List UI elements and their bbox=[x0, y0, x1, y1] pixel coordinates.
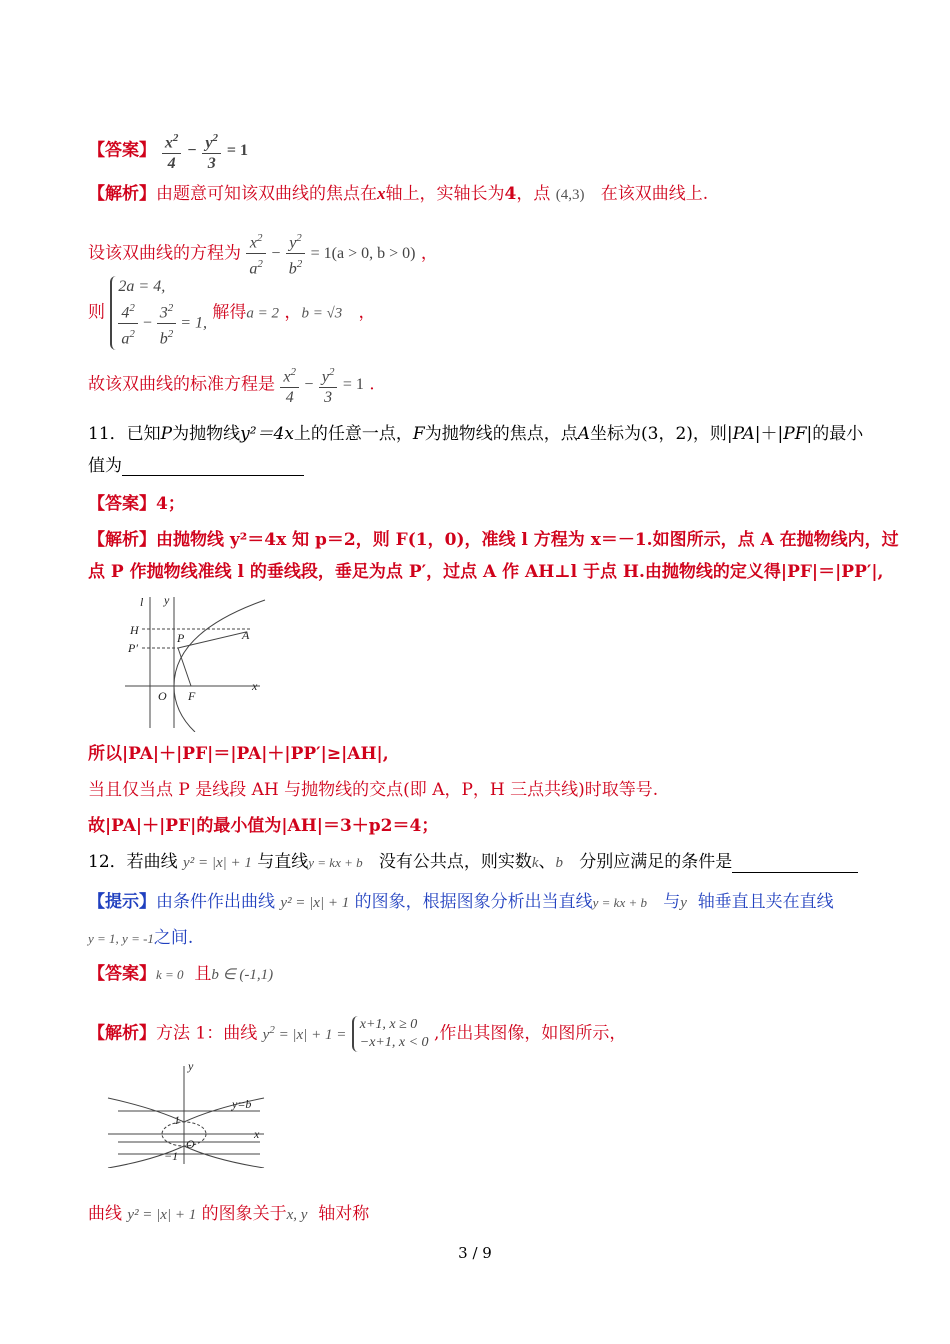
fig-label-l: l bbox=[140, 595, 144, 609]
q11-analysis-4: 当且仅当点 P 是线段 AH 与抛物线的交点(即 A，P，H 三点共线)时取等号. bbox=[88, 780, 659, 800]
parabola-figure bbox=[120, 592, 270, 732]
q11-analysis-5: 故|PA|＋|PF|的最小值为|AH|＝3＋p2＝4； bbox=[88, 816, 439, 836]
answer-blank bbox=[122, 475, 304, 476]
curve-figure bbox=[104, 1060, 274, 1168]
frac-x2-4: $\frac{x^2}{4}$ bbox=[162, 128, 182, 174]
equation-system: 2a = 4, $\frac{4^2}{a^2}$ − $\frac{3^2}{b^2}$ = 1, bbox=[110, 276, 207, 350]
piecewise: x+1, x ≥ 0 −x+1, x < 0 bbox=[352, 1016, 429, 1052]
q12-hint-line-1: 【提示】由条件作出曲线 y² = |x| + 1 的图象，根据图象分析出当直线y = kx + b 与y 轴垂直且夹在直线 bbox=[88, 892, 834, 912]
fig-label-A: A bbox=[242, 628, 250, 642]
conclusion-line: 故该双曲线的标准方程是 $\frac{x^2}{4}$ − $\frac{y^2}{3}$ = 1 . bbox=[88, 362, 375, 408]
answer-tag: 【答案】 bbox=[88, 140, 156, 161]
fig2-label-yb: y=b bbox=[232, 1097, 252, 1111]
fig2-label-y: y bbox=[188, 1060, 194, 1073]
fig-label-x: x bbox=[252, 679, 258, 693]
page-number: 3 / 9 bbox=[458, 1244, 492, 1262]
q12-hint-line-2: y = 1, y = -1之间. bbox=[88, 928, 194, 948]
fig-label-H: H bbox=[130, 623, 139, 637]
analysis-line-1: 【解析】由题意可知该双曲线的焦点在x轴上，实轴长为4，点 (4,3) 在该双曲线上. bbox=[88, 184, 709, 204]
fig-label-P: P bbox=[177, 631, 185, 645]
point-4-3: (4,3) bbox=[555, 187, 585, 203]
system-line: 则 2a = 4, $\frac{4^2}{a^2}$ − $\frac{3^2}{b^2}$ = 1, 解得a = 2 ，b = √3 ， bbox=[88, 278, 376, 348]
fig2-label-O: O bbox=[186, 1137, 195, 1151]
q11-analysis-3: 所以|PA|＋|PF|＝|PA|＋|PP′|≥|AH|, bbox=[88, 744, 389, 764]
question-12-line: 12．若曲线 y² = |x| + 1 与直线y = kx + b 没有公共点，则实数k、b 分别应满足的条件是 bbox=[88, 852, 858, 873]
fig-label-Pp: P′ bbox=[128, 641, 138, 655]
fig2-label-neg1: −1 bbox=[164, 1149, 179, 1163]
answer-line-1: 【答案】 $\frac{x^2}{4}$ − $\frac{y^2}{3}$ = 1 bbox=[88, 128, 248, 174]
question-11-line-2: 值为 bbox=[88, 456, 304, 476]
q11-analysis-1: 【解析】由抛物线 y²＝4x 知 p＝2，则 F(1，0)，准线 l 方程为 x＝－1.如图所示，点 A 在抛物线内，过 bbox=[88, 530, 899, 550]
answer-blank-12 bbox=[732, 872, 858, 873]
fig-label-O: O bbox=[158, 689, 167, 703]
frac-y2-3: $\frac{y^2}{3}$ bbox=[202, 128, 221, 174]
question-11-line-1: 11．已知P为抛物线y²＝4x上的任意一点，F为抛物线的焦点，点A坐标为(3，2)，则|PA|＋|PF|的最小 bbox=[88, 424, 864, 444]
fig2-label-1: 1 bbox=[174, 1113, 180, 1127]
q12-symmetry-line: 曲线 y² = |x| + 1 的图象关于x, y 轴对称 bbox=[88, 1204, 370, 1224]
q11-analysis-2: 点 P 作抛物线准线 l 的垂线段，垂足为点 P′，过点 A 作 AH⊥l 于点 H.由抛物线的定义得|PF|＝|PP′|, bbox=[88, 562, 884, 582]
fig2-label-x: x bbox=[254, 1127, 260, 1141]
set-equation-line: 设该双曲线的方程为 $\frac{x^2}{a^2}$ − $\frac{y^2}{b^2}$ = 1(a > 0, b > 0) ， bbox=[88, 228, 438, 280]
q11-answer: 【答案】4； bbox=[88, 494, 185, 514]
q12-analysis-line: 【解析】方法 1：曲线 $y^2 = |x| + 1$ = x+1, x ≥ 0 −x+1, x < 0 ,作出其图像，如图所示， bbox=[88, 1017, 627, 1050]
q12-answer: 【答案】k = 0 且b ∈ (-1,1) bbox=[88, 964, 274, 984]
fig-label-F: F bbox=[188, 689, 196, 703]
fig-label-y: y bbox=[164, 593, 170, 607]
